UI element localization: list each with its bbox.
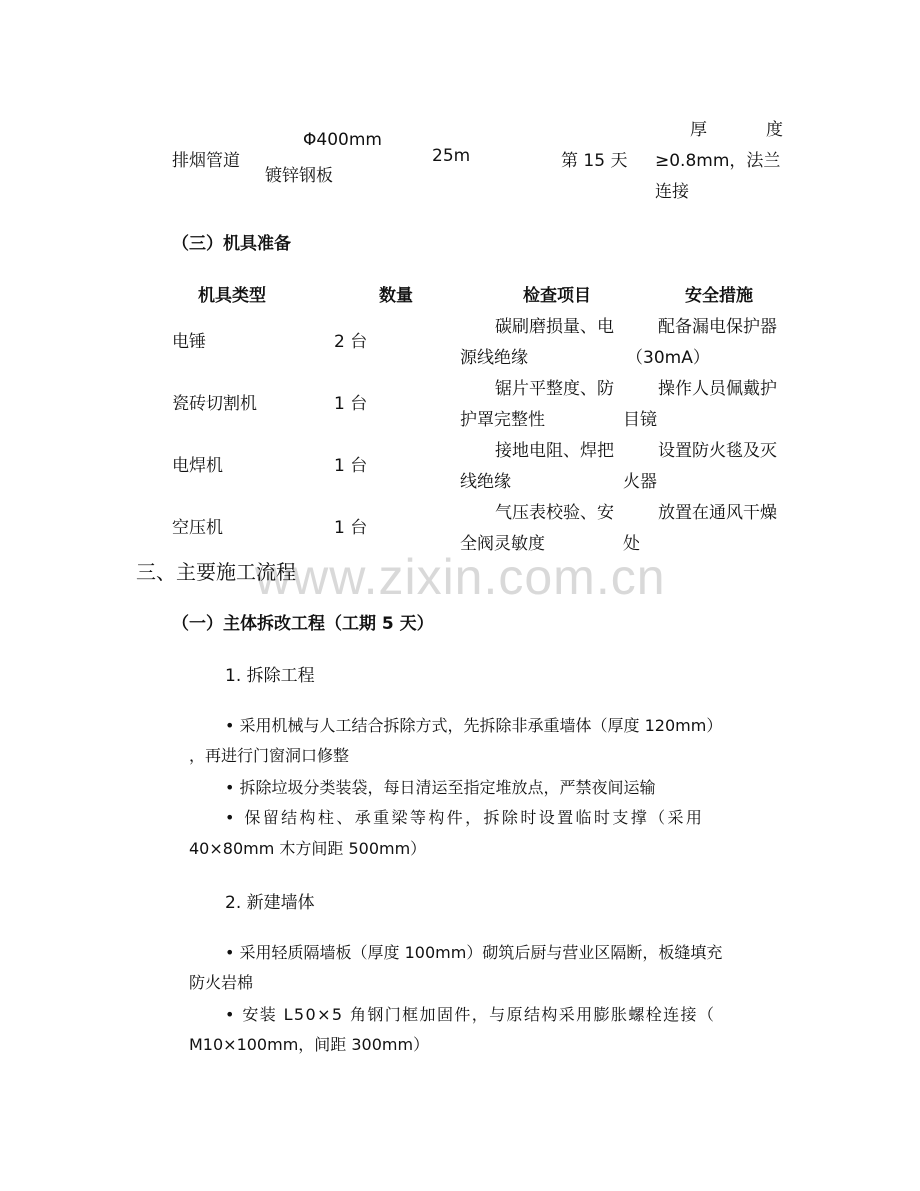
tool-row-2-safety-l2: 目镜 [623,410,657,430]
item-1-bullet-3-line-1: • 保留结构柱、承重梁等构件，拆除时设置临时支撑（采用 [225,808,705,827]
tool-row-4-safety-l1: 放置在通风干燥 [658,503,777,523]
tool-row-1-qty: 2 台 [334,332,368,352]
pipe-req-line1-b: 度 [766,120,783,140]
tool-row-3-qty: 1 台 [334,456,368,476]
tool-row-1-type: 电锤 [172,332,206,352]
item-2-bullet-1-line-1: • 采用轻质隔墙板（厚度 100mm）砌筑后厨与营业区隔断，板缝填充 [225,943,723,962]
tool-row-3-type: 电焊机 [172,456,223,476]
item-2-bullet-2-line-1: • 安装 L50×5 角钢门框加固件，与原结构采用膨胀螺栓连接（ [225,1005,716,1024]
item-1-bullet-1-line-2: ，再进行门窗洞口修整 [189,746,350,765]
tools-header-check: 检查项目 [523,286,591,306]
tool-row-3-check-l2: 线绝缘 [460,472,511,492]
tool-row-2-type: 瓷砖切割机 [172,394,257,414]
item-1-bullet-2: • 拆除垃圾分类装袋，每日清运至指定堆放点，严禁夜间运输 [225,778,656,797]
tool-row-1-check-l1: 碳刷磨损量、电 [495,317,614,337]
tool-row-2-safety-l1: 操作人员佩戴护 [658,379,777,399]
section-3-title: 三、主要施工流程 [136,560,296,584]
pipe-req-line3: 连接 [655,182,689,202]
tools-section-title: （三）机具准备 [172,234,291,254]
tool-row-4-check-l2: 全阀灵敏度 [460,534,545,554]
pipe-name: 排烟管道 [172,151,240,171]
tools-header-qty: 数量 [379,286,413,306]
pipe-day: 第 15 天 [561,151,628,171]
pipe-req-line2: ≥0.8mm，法兰 [655,151,781,171]
tool-row-4-check-l1: 气压表校验、安 [495,503,614,523]
tool-row-3-check-l1: 接地电阻、焊把 [495,441,614,461]
item-2-bullet-2-line-2: M10×100mm，间距 300mm） [189,1035,430,1054]
tool-row-4-type: 空压机 [172,518,223,538]
item-1-bullet-1-line-1: • 采用机械与人工结合拆除方式，先拆除非承重墙体（厚度 120mm） [225,716,723,735]
tool-row-4-qty: 1 台 [334,518,368,538]
tool-row-4-safety-l2: 处 [623,534,640,554]
item-2-title: 2. 新建墙体 [225,893,315,913]
tool-row-1-safety-l2: （30mA） [626,348,710,368]
tool-row-3-safety-l1: 设置防火毯及灭 [658,441,777,461]
tool-row-2-check-l1: 锯片平整度、防 [495,379,614,399]
subsection-1-title: （一）主体拆改工程（工期 5 天） [172,614,434,634]
tool-row-1-check-l2: 源线绝缘 [460,348,528,368]
tools-header-type: 机具类型 [198,286,266,306]
pipe-spec-line1: Φ400mm [303,130,382,150]
item-2-bullet-1-line-2: 防火岩棉 [189,973,254,992]
pipe-req-line1-a: 厚 [690,120,707,140]
tools-header-safety: 安全措施 [685,286,753,306]
item-1-title: 1. 拆除工程 [225,666,315,686]
pipe-qty: 25m [432,146,471,166]
tool-row-2-qty: 1 台 [334,394,368,414]
item-1-bullet-3-line-2: 40×80mm 木方间距 500mm） [189,839,427,858]
tool-row-3-safety-l2: 火器 [623,472,657,492]
tool-row-1-safety-l1: 配备漏电保护器 [658,317,777,337]
tool-row-2-check-l2: 护罩完整性 [460,410,545,430]
pipe-spec-line2: 镀锌钢板 [265,166,333,186]
watermark: www.zixin.com.cn [255,549,666,605]
